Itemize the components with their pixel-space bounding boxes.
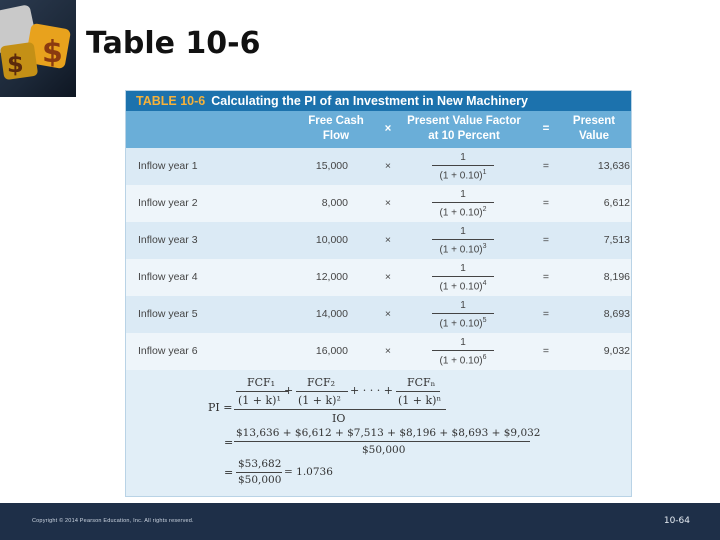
row-label: Inflow year 3 [138,234,198,246]
times-sign: × [384,234,392,246]
row-label: Inflow year 5 [138,308,198,320]
discount-factor: 1 $(1 + 0.10)^3$ [432,225,494,257]
fraction-bar [296,391,348,392]
sum-of-present-values: $13,636 + $6,612 + $7,513 + $8,196 + $8,693 + $9,032 [236,427,541,439]
present-value-cell: 8,693 [603,308,630,320]
table-caption [126,91,631,111]
fcf2-numerator: FCF₂ [307,376,336,389]
present-value-cell: 7,513 [603,234,630,246]
equals-sign: = [224,466,234,479]
equals-sign: = [542,160,550,172]
equals-sign: = [542,197,550,209]
table-row [126,185,631,222]
logo [0,0,76,97]
table-row [126,333,631,370]
ratio-denominator: $50,000 [238,474,282,486]
table-row [126,222,631,259]
equals-sign: = [542,345,550,357]
copyright-text: Copyright © 2014 Pearson Education, Inc. All rights reserved. [32,518,194,524]
equals-sign: = [542,271,550,283]
column-header-present-value: Present Value [572,115,616,142]
table-title: Calculating the PI of an Investment in New Machinery [211,94,528,108]
table-number: TABLE 10-6 [136,94,206,108]
main-fraction-bar [234,409,446,410]
row-label: Inflow year 6 [138,345,198,357]
fcf2-denominator: (1 + k)² [298,394,341,407]
fraction-bar [234,441,530,442]
times-sign: × [384,160,392,172]
cash-flow-cell: 12,000 [315,271,348,283]
ratio-numerator: $53,682 [238,458,282,470]
page-number: 10-64 [663,516,690,526]
present-value-cell: 8,196 [603,271,630,283]
io-value: $50,000 [362,444,406,456]
row-label: Inflow year 1 [138,160,198,172]
times-sign: × [384,308,392,320]
svg-text:$: $ [7,50,24,78]
pi-label: PI = [208,401,233,414]
equals-sign: = [542,234,550,246]
ellipsis-plus: + · · · + [350,384,393,397]
dollar-sign-icon [0,0,76,97]
present-value-cell: 9,032 [603,345,630,357]
cash-flow-cell: 14,000 [315,308,348,320]
present-value-cell: 6,612 [603,197,630,209]
fcf1-denominator: (1 + k)¹ [238,394,281,407]
discount-factor: 1 $(1 + 0.10)^2$ [432,188,494,220]
fraction-bar [236,472,282,473]
present-value-cell: 13,636 [597,160,630,172]
times-sign: × [384,197,392,209]
fraction-bar [236,391,288,392]
discount-factor: 1 $(1 + 0.10)^5$ [432,299,494,331]
cash-flow-cell: 15,000 [315,160,348,172]
cash-flow-cell: 16,000 [315,345,348,357]
column-header-times: × [384,123,392,135]
fcfn-numerator: FCFₙ [407,376,436,389]
column-header-factor: Present Value Factor at 10 Percent [407,115,521,142]
row-label: Inflow year 2 [138,197,198,209]
column-header-equals: = [542,123,550,135]
times-sign: × [384,271,392,283]
table-panel [125,90,632,497]
svg-text:$: $ [42,35,63,70]
discount-factor: 1 $(1 + 0.10)^1$ [432,151,494,183]
equals-sign: = [542,308,550,320]
table-body [126,148,631,370]
row-label: Inflow year 4 [138,271,198,283]
discount-factor: 1 $(1 + 0.10)^6$ [432,336,494,368]
io-denominator: IO [332,412,346,425]
column-header-cash-flow: Free Cash Flow [308,115,364,142]
cash-flow-cell: 8,000 [321,197,348,209]
discount-factor: 1 $(1 + 0.10)^4$ [432,262,494,294]
plus-sign: + [284,384,294,397]
slide-title: Table 10-6 [86,26,261,61]
table-row [126,148,631,185]
times-sign: × [384,345,392,357]
equals-sign: = [224,436,234,449]
column-header-row [126,111,631,148]
table-row [126,259,631,296]
pi-formula [126,374,631,494]
fcfn-denominator: (1 + k)ⁿ [398,394,442,407]
cash-flow-cell: 10,000 [315,234,348,246]
fcf1-numerator: FCF₁ [247,376,276,389]
fraction-bar [396,391,440,392]
pi-result: = 1.0736 [284,466,333,478]
table-row [126,296,631,333]
footer-bar [0,503,720,540]
